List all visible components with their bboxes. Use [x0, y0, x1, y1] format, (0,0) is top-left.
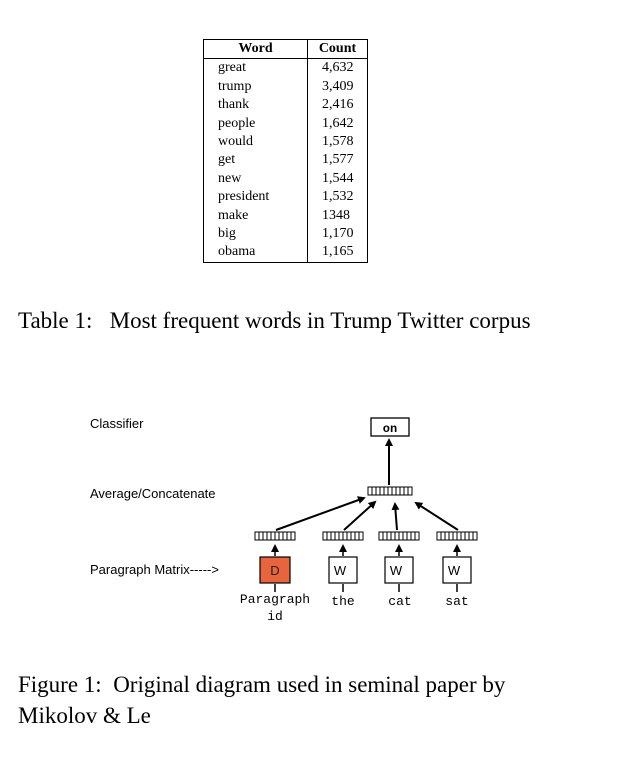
table-row	[204, 115, 368, 133]
table-row	[204, 96, 368, 114]
word-cell: people	[218, 115, 256, 131]
output-word-label: on	[382, 422, 398, 436]
count-cell: 4,632	[308, 59, 368, 78]
figure-caption: Figure 1: Original diagram used in seminal paper by Mikolov & Le	[18, 672, 506, 728]
column-vectors	[255, 532, 477, 540]
count-cell: 1,544	[308, 170, 368, 188]
word-label-the: the	[331, 594, 355, 609]
paragraph-matrix-label: Paragraph Matrix----->	[90, 562, 219, 577]
table-header-row	[204, 40, 368, 59]
word-cell: thank	[218, 97, 250, 113]
average-vector-bar	[368, 487, 412, 495]
word-cell: president	[218, 189, 270, 205]
word-label-cat: cat	[388, 594, 412, 609]
paragraph-id-label-line1: Paragraph	[239, 592, 311, 607]
paragraph-vector-diagram	[0, 400, 628, 640]
count-cell: 1,165	[308, 243, 368, 262]
word-cell: great	[218, 60, 246, 76]
count-cell: 1,532	[308, 188, 368, 206]
the-to-average-arrow	[344, 502, 375, 530]
count-cell: 1,578	[308, 133, 368, 151]
table-header-word: Word	[204, 40, 308, 59]
table-caption: Table 1: Most frequent words in Trump Twitter corpus	[18, 308, 531, 333]
table-row	[204, 133, 368, 151]
word-cell: big	[218, 226, 236, 242]
word-label-sat: sat	[445, 594, 469, 609]
word-cell: get	[218, 152, 236, 168]
table-body	[204, 59, 368, 262]
sat-to-average-arrow	[416, 503, 458, 530]
count-cell: 1348	[308, 207, 368, 225]
table-header-count: Count	[308, 40, 368, 59]
word-count-table	[203, 39, 368, 263]
count-cell: 1,577	[308, 151, 368, 169]
average-vector	[368, 487, 412, 495]
table-row	[204, 59, 368, 78]
classifier-label: Classifier	[90, 416, 144, 431]
word-cell: make	[218, 207, 249, 223]
word-box-letter-sat: W	[447, 563, 461, 578]
average-concatenate-label: Average/Concatenate	[90, 486, 216, 501]
paragraph-id-label-line2: id	[267, 609, 283, 624]
word-cell: trump	[218, 78, 252, 94]
count-cell: 1,642	[308, 115, 368, 133]
word-cell: obama	[218, 244, 256, 260]
count-cell: 3,409	[308, 78, 368, 96]
table-row	[204, 188, 368, 206]
table-row	[204, 170, 368, 188]
word-box-letter-cat: W	[389, 563, 403, 578]
count-cell: 2,416	[308, 96, 368, 114]
table-row	[204, 151, 368, 169]
word-cell: would	[218, 134, 253, 150]
table-row	[204, 207, 368, 225]
table-row	[204, 78, 368, 96]
cat-to-average-arrow	[395, 504, 397, 530]
table-row	[204, 243, 368, 262]
word-cell: new	[218, 170, 242, 186]
count-cell: 1,170	[308, 225, 368, 243]
table-row	[204, 225, 368, 243]
word-box-letter-the: W	[333, 563, 347, 578]
paragraph-box-letter: D	[270, 563, 280, 578]
